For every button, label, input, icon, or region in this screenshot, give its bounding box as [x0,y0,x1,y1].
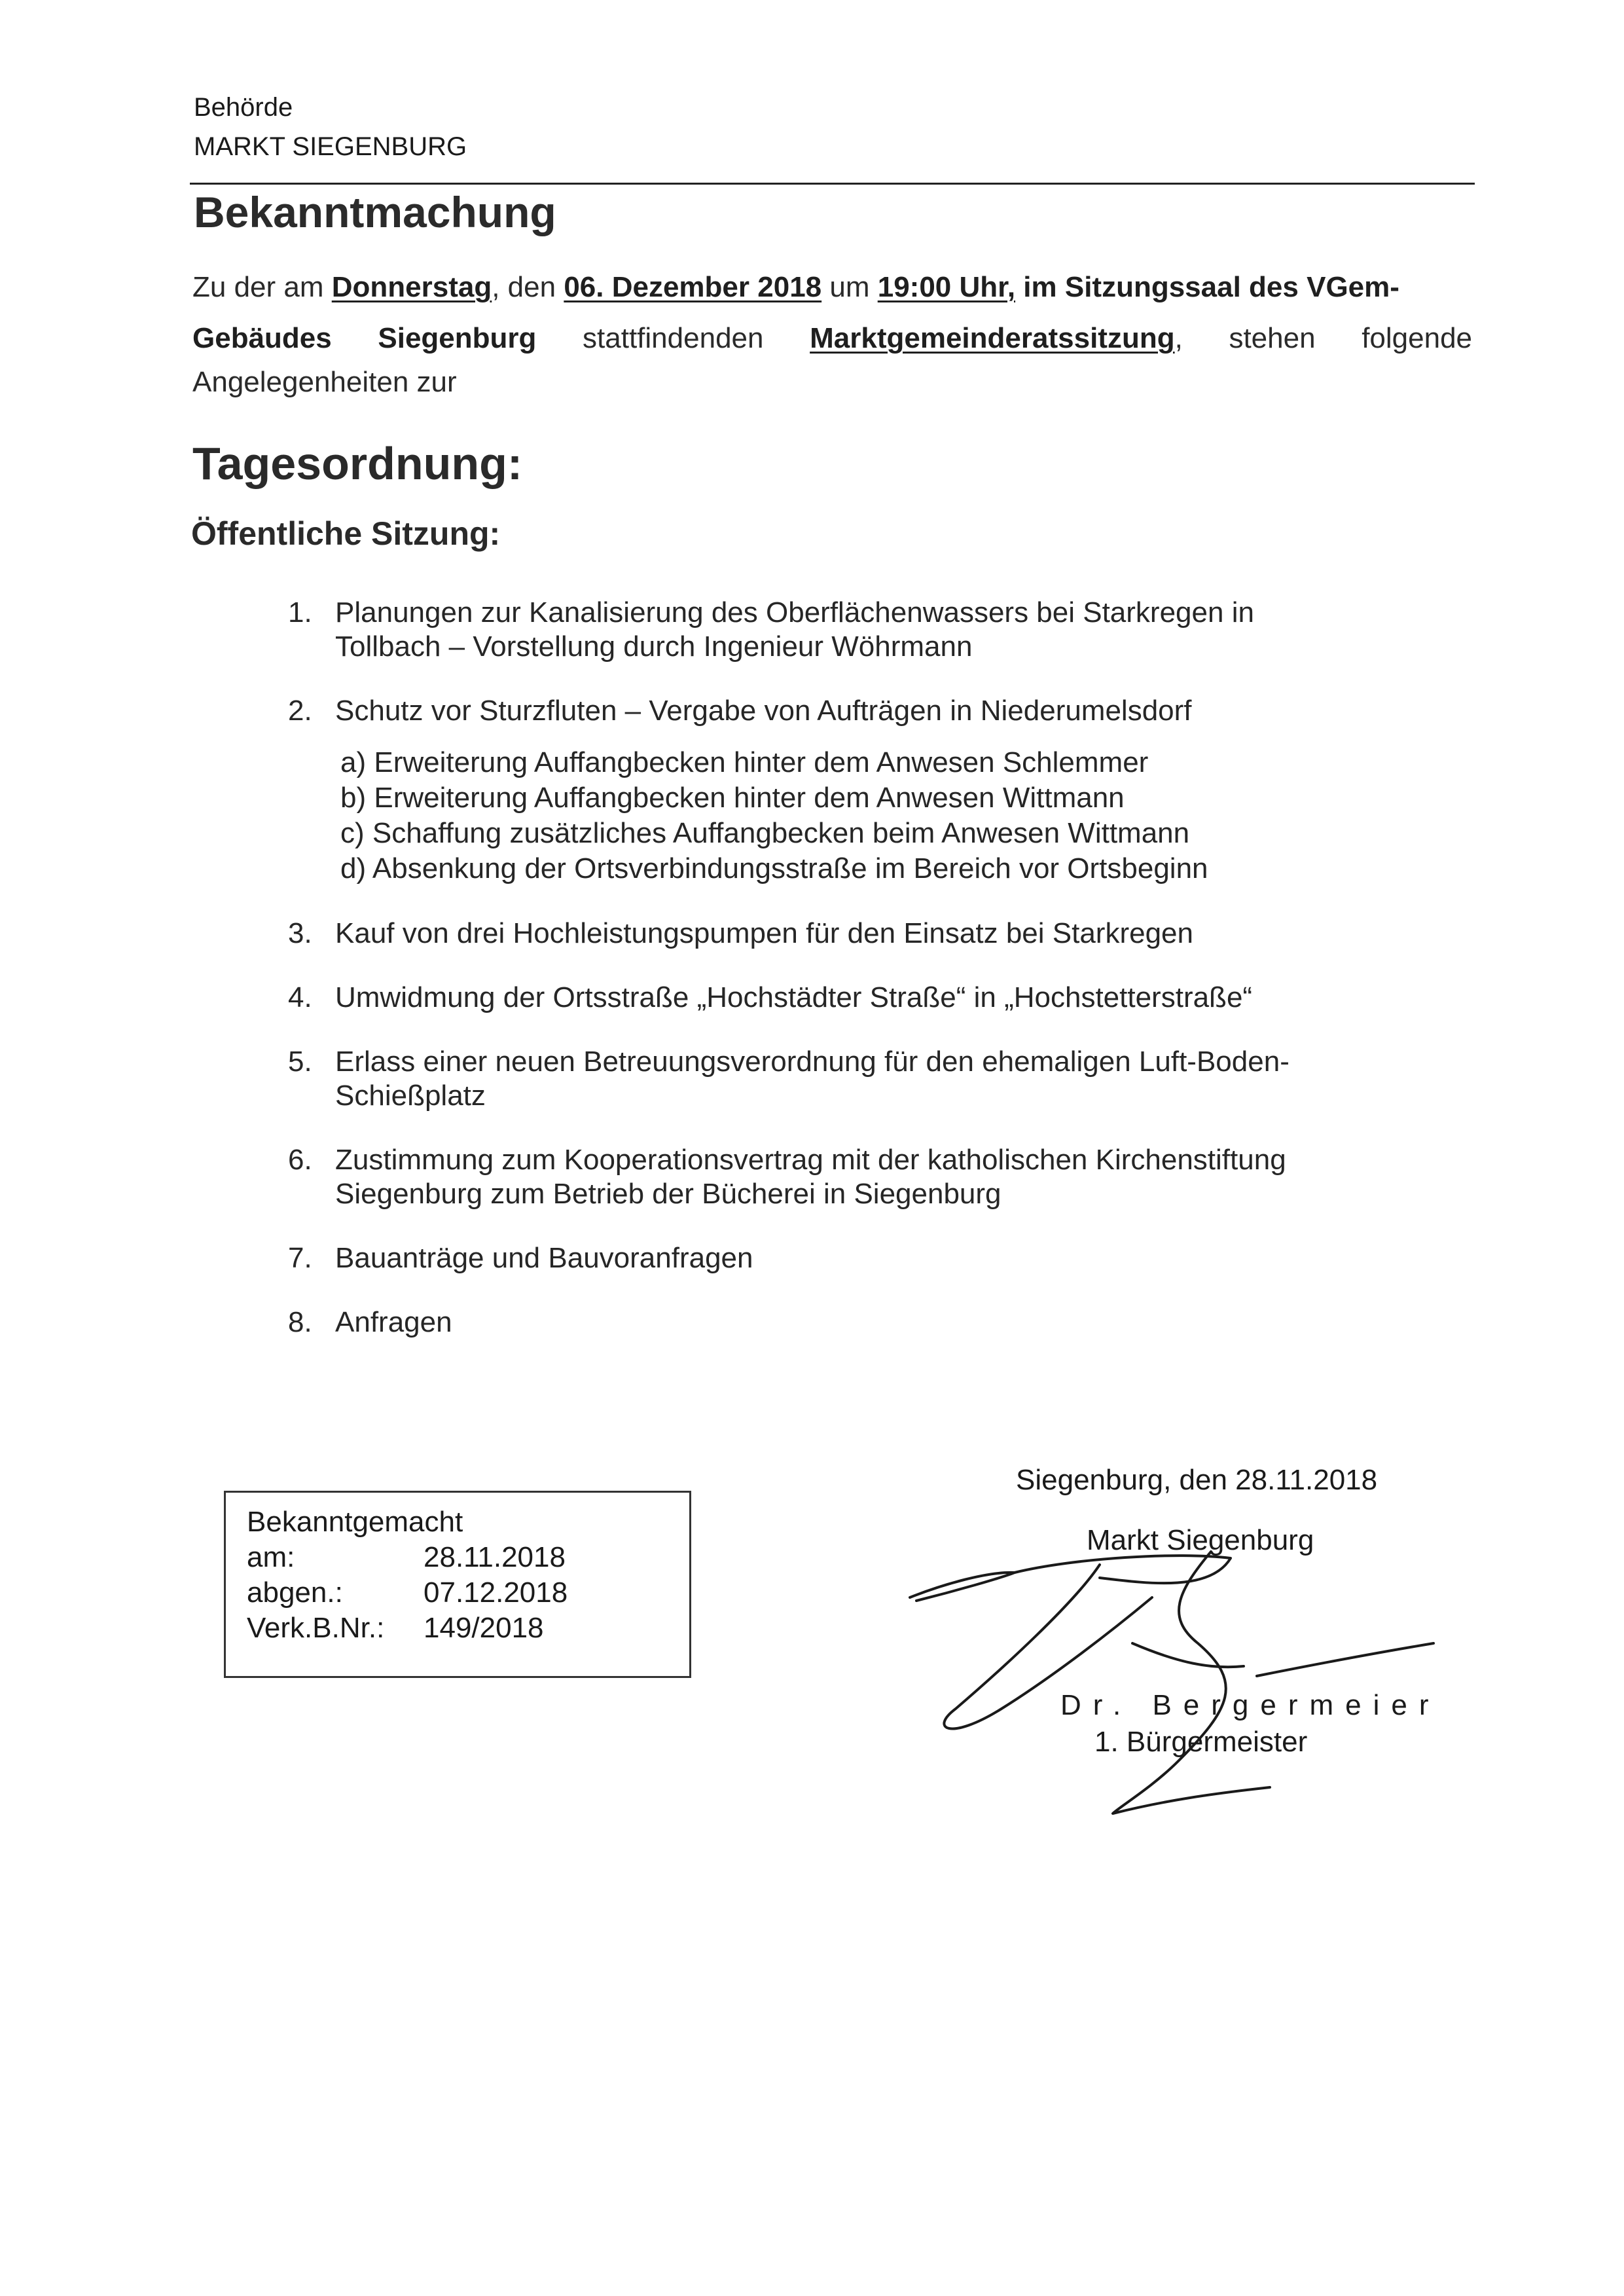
document-title: Bekanntmachung [194,188,556,236]
stamp-row-abgen [247,1575,689,1611]
agenda-item-text: Schutz vor Sturzfluten – Vergabe von Aufträgen in Niederumelsdorf [335,695,1192,727]
meeting-name: Marktgemeinderatssitzung [810,322,1175,354]
intro-line-3: Angelegenheiten zur [192,366,457,398]
signature-organization: Markt Siegenburg [1087,1524,1314,1556]
intro-text: , stehen folgende [1174,322,1473,354]
public-session-heading: Öffentliche Sitzung: [191,515,501,552]
intro-text: , den [492,271,564,303]
agenda-item-text: Bauanträge und Bauvoranfragen [335,1242,753,1274]
meeting-day: Donnerstag [331,271,492,303]
intro-line-1 [192,262,1472,313]
agenda-sub-item: c) Schaffung zusätzliches Auffangbecken beim Anwesen Wittmann [340,817,1190,849]
stamp-label: abgen.: [247,1576,343,1609]
signatory-role: 1. Bürgermeister [1094,1726,1308,1758]
intro-text: stattfindenden [536,322,810,354]
stamp-label: Verk.B.Nr.: [247,1612,385,1644]
agenda-item [288,1305,1348,1339]
agenda-heading: Tagesordnung: [192,438,523,489]
agenda-sub-item: a) Erweiterung Auffangbecken hinter dem Anwesen Schlemmer [340,746,1149,778]
authority-name: MARKT SIEGENBURG [194,132,467,161]
agenda-item-text: Kauf von drei Hochleistungspumpen für den Einsatz bei Starkregen [335,917,1193,949]
agenda-item-number: 1. [288,596,312,629]
intro-paragraph [192,262,1472,401]
meeting-date: 06. Dezember 2018 [564,271,822,303]
agenda-item-number: 8. [288,1306,312,1338]
signatory-name: Dr. Bergermeier [1060,1689,1441,1721]
authority-label: Behörde [194,93,293,122]
stamp-title: Bekanntgemacht [247,1506,463,1538]
agenda-item-text: Erlass einer neuen Betreuungsverordnung für den ehemaligen Luft-Boden-Schießplatz [335,1046,1290,1112]
intro-line-2 [192,313,1472,364]
agenda-item [288,917,1348,951]
agenda-item [288,1241,1348,1275]
agenda-list [288,596,1348,1370]
stamp-label: am: [247,1541,295,1573]
stamp-value: 28.11.2018 [424,1541,566,1573]
agenda-item-number: 5. [288,1046,312,1078]
agenda-item [288,981,1348,1015]
agenda-sub-item: d) Absenkung der Ortsverbindungsstraße im Bereich vor Ortsbeginn [340,852,1208,884]
place-date: Siegenburg, den 28.11.2018 [1016,1464,1378,1496]
stamp-row-verk [247,1611,689,1646]
agenda-item-number: 7. [288,1242,312,1274]
agenda-item-text: Zustimmung zum Kooperationsvertrag mit der katholischen Kirchenstiftung Siegenburg zum Betrieb der Bücherei in Siegenburg [335,1144,1286,1210]
intro-text: Zu der am [192,271,332,303]
publication-stamp-box [224,1491,691,1678]
agenda-sub-item: b) Erweiterung Auffangbecken hinter dem Anwesen Wittmann [340,782,1125,814]
stamp-row-am [247,1540,689,1575]
meeting-building: Gebäudes Siegenburg [192,322,537,354]
agenda-item [288,694,1348,886]
meeting-location: im Sitzungssaal des VGem- [1015,271,1399,303]
agenda-item-text: Umwidmung der Ortsstraße „Hochstädter Straße“ in „Hochstetterstraße“ [335,981,1253,1013]
stamp-value: 149/2018 [424,1612,544,1644]
agenda-item [288,1045,1348,1113]
intro-text: um [821,271,878,303]
meeting-time: 19:00 Uhr, [877,271,1016,303]
agenda-item [288,596,1348,664]
agenda-sub-list [340,745,1348,886]
agenda-item-number: 3. [288,917,312,949]
handwritten-signature [903,1512,1440,1827]
agenda-item-text: Anfragen [335,1306,452,1338]
stamp-value: 07.12.2018 [424,1576,568,1609]
agenda-item-number: 4. [288,981,312,1013]
agenda-item-number: 6. [288,1144,312,1176]
header-rule [190,183,1475,185]
agenda-item-number: 2. [288,695,312,727]
agenda-item [288,1143,1348,1211]
agenda-item-text: Planungen zur Kanalisierung des Oberflächenwassers bei Starkregen in Tollbach – Vorstellung durch Ingenieur Wöhrmann [335,596,1254,663]
